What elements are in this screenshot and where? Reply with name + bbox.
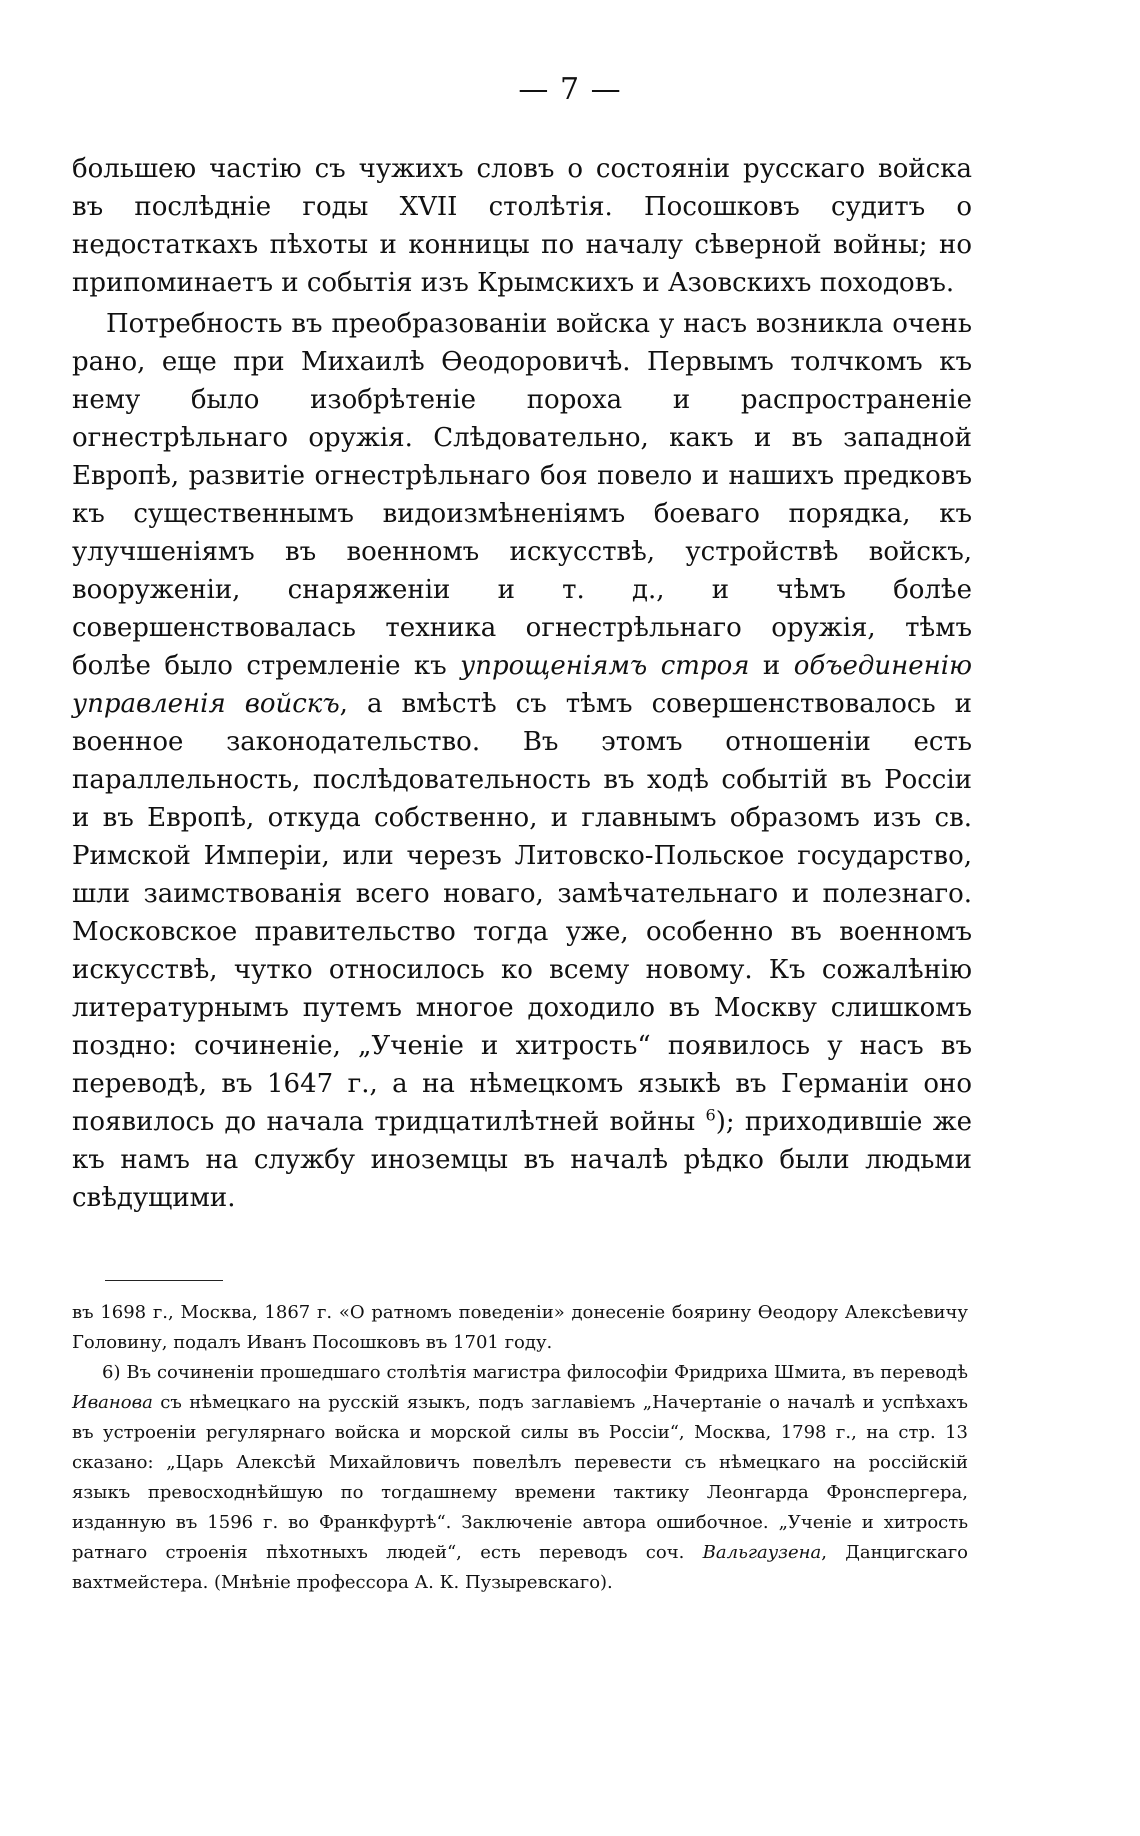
footnote-6-name-walhausen: Вальгаузена — [702, 1542, 822, 1563]
footnote-6-text-cont: съ нѣмецкаго на русскій языкъ, подъ заглавіемъ „Начертаніе о началѣ и успѣхахъ въ устроеніи регулярнаго войска и морской силы въ Россіи“, Москва, 1798 г., на стр. 13 сказано: „Царь Алексѣй Михайловичъ повелѣлъ перевести съ нѣмецкаго на россійскій языкъ превосходнѣйшую по тогдашнему времени тактику Леонгарда Фронспергера, изданную въ 1596 г. во Франкфуртѣ“. Заключеніе автора ошибочное. „Ученіе и хитрость ратнаго строенія пѣхотныхъ людей“, есть переводъ соч. — [72, 1392, 968, 1563]
emphasis-unification: объединенію управленія войскъ — [72, 651, 972, 719]
page-number: — 7 — — [518, 72, 622, 107]
paragraph-2-conj: и — [749, 651, 794, 681]
paragraph-2-end: ); приходившіе же къ намъ на службу иноземцы въ началѣ рѣдко были людьми свѣдущими. — [72, 1107, 972, 1213]
footnote-6-text: Въ сочиненіи прошедшаго столѣтія магистра философіи Фридриха Шмита, въ переводѣ — [120, 1362, 968, 1383]
footnote-divider — [105, 1280, 223, 1281]
footnotes — [72, 1298, 968, 1598]
footnote-continuation: въ 1698 г., Москва, 1867 г. «О ратномъ поведеніи» донесеніе боярину Ѳеодору Алексѣевичу Головину, подалъ Иванъ Посошковъ въ 1701 году. — [72, 1302, 968, 1353]
paragraph-1: большею частію съ чужихъ словъ о состояніи русскаго войска въ послѣдніе годы XVII столѣтія. Посошковъ судитъ о недостаткахъ пѣхоты и конницы по началу сѣверной войны; но припоминаетъ и событія изъ Крымскихъ и Азовскихъ походовъ. — [72, 154, 972, 298]
paragraph-2-text-cont: , а вмѣстѣ съ тѣмъ совершенствовалось и военное законодательство. Въ этомъ отношеніи есть параллельность, послѣдовательность въ ходѣ событій въ Россіи и въ Европѣ, откуда собственно, и главнымъ образомъ изъ св. Римской Имперіи, или черезъ Литовско-Польское государство, шли заимствованія всего новаго, замѣчательнаго и полезнаго. Московское правительство тогда уже, особенно въ военномъ искусствѣ, чутко относилось ко всему новому. Къ сожалѣнію литературнымъ путемъ многое доходило въ Москву слишкомъ поздно: сочиненіе, „Ученіе и хитрость“ появилось у насъ въ переводѣ, въ 1647 г., а на нѣмецкомъ языкѣ въ Германіи оно появилось до начала тридцатилѣтней войны — [72, 689, 972, 1137]
footnote-6-text-end: , Данцигскаго вахтмейстера. (Мнѣніе профессора А. К. Пузыревскаго). — [72, 1542, 968, 1593]
paragraph-2 — [72, 305, 972, 1217]
footnote-6 — [72, 1358, 968, 1598]
footnote-6-name-ivanov: Иванова — [72, 1392, 153, 1413]
main-text — [72, 150, 972, 1217]
emphasis-simplification: упрощеніямъ строя — [460, 651, 750, 681]
footnote-ref-6: 6 — [705, 1105, 716, 1125]
paragraph-2-text: Потребность въ преобразованіи войска у насъ возникла очень рано, еще при Михаилѣ Ѳеодоровичѣ. Первымъ толчкомъ къ нему было изобрѣтеніе пороха и распространеніе огнестрѣльнаго оружія. Слѣдовательно, какъ и въ западной Европѣ, развитіе огнестрѣльнаго боя повело и нашихъ предковъ къ существеннымъ видоизмѣненіямъ боеваго порядка, къ улучшеніямъ въ военномъ искусствѣ, устройствѣ войскъ, вооруженіи, снаряженіи и т. д., и чѣмъ болѣе совершенствовалась техника огнестрѣльнаго оружія, тѣмъ болѣе было стремленіе къ — [72, 309, 972, 681]
footnote-6-marker: 6) — [102, 1362, 121, 1383]
